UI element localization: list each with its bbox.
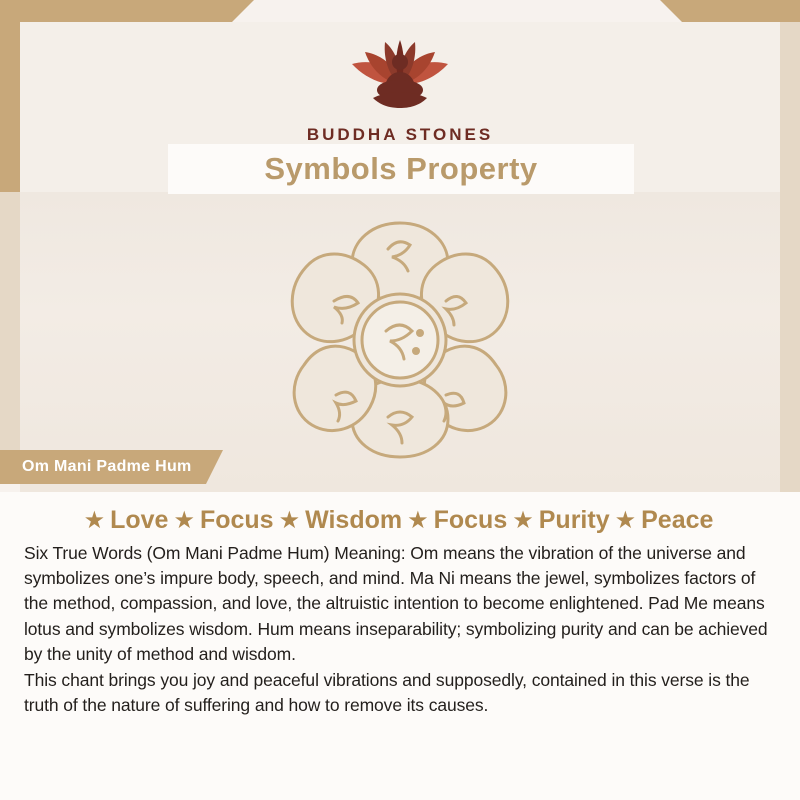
star-icon: ★ — [83, 506, 106, 534]
star-icon: ★ — [512, 506, 534, 534]
description-paragraph: Six True Words (Om Mani Padme Hum) Meaning: Om means the vibration of the universe and symbolizes one’s impure body, speech, and mind. Ma Ni means the jewel, symbolizes factors of the method, compassion, and love, the altruistic intention to become enlightened. Pad Me means lotus and symbolizes wisdom. Hum means inseparability; symbolizing purity and can be achieved by the unity of method and wisdom. — [24, 543, 768, 664]
lotus-meditation-icon — [305, 26, 495, 123]
star-icon: ★ — [278, 506, 301, 534]
keyword-item: Purity — [538, 506, 610, 534]
keyword-item: Love — [110, 506, 169, 534]
brand-name: BUDDHA STONES — [306, 125, 494, 144]
om-mani-padme-hum-mandala-icon — [250, 205, 550, 475]
keyword-item: Peace — [641, 506, 714, 534]
keyword-list — [0, 492, 800, 541]
brand-logo — [0, 22, 800, 144]
mandala-illustration — [0, 205, 800, 475]
star-icon: ★ — [407, 506, 429, 534]
description-paragraph: This chant brings you joy and peaceful vibrations and supposedly, contained in this verse is the truth of the nature of suffering and how to remove its causes. — [24, 669, 750, 716]
title-bar — [168, 144, 634, 194]
ribbon-label-container — [0, 450, 206, 484]
description-panel — [0, 492, 800, 800]
keyword-item: Focus — [199, 506, 274, 534]
decor-band-top-left — [0, 0, 232, 22]
star-icon: ★ — [173, 506, 195, 534]
page-title: Symbols Property — [264, 151, 538, 186]
keyword-item: Wisdom — [305, 506, 403, 534]
star-icon: ★ — [614, 506, 637, 534]
decor-band-top-right — [682, 0, 800, 22]
mantra-label: Om Mani Padme Hum — [22, 458, 192, 475]
keyword-item: Focus — [433, 506, 508, 534]
